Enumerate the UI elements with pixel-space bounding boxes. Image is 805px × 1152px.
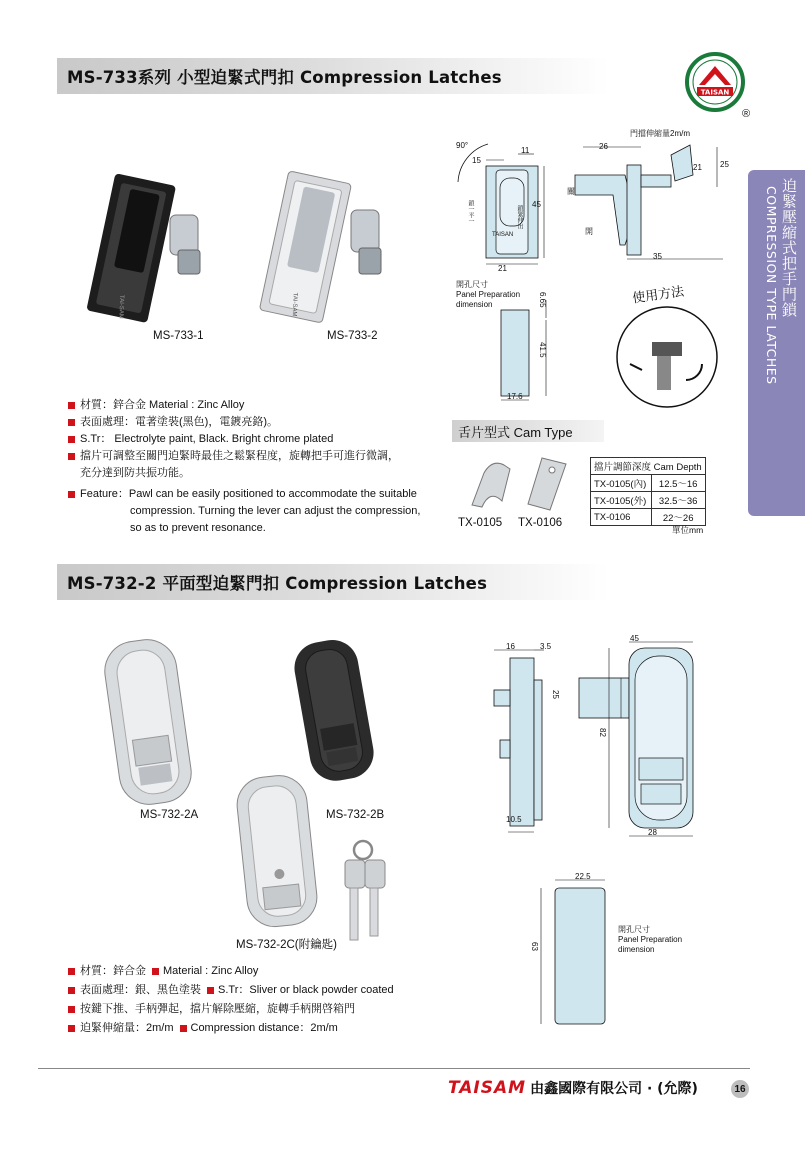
- spec-line: 擋片可調整至關門迫緊時最佳之鬆緊程度，旋轉把手可進行微調，: [68, 448, 420, 465]
- dimension-label: 21: [498, 264, 507, 273]
- dimension-label: 21: [693, 163, 702, 172]
- bullet-icon: [68, 453, 75, 460]
- drawing-note: 開: [585, 227, 593, 236]
- dimension-label: 45: [532, 200, 541, 209]
- bullet-icon: [68, 1025, 75, 1032]
- spec-line: 充分達到防共振功能。: [80, 467, 190, 479]
- spec-line: Feature：Pawl can be easily positioned to accommodate the suitable: [68, 486, 420, 503]
- dimension-label: 25: [720, 160, 729, 169]
- panel-prep-label: 開孔尺寸 Panel Preparation dimension: [618, 925, 683, 954]
- taisan-logo: [685, 52, 745, 112]
- dimension-label: 28: [648, 828, 657, 837]
- spec-line: S.Tr： Electrolyte paint, Black. Bright chrome plated: [68, 431, 420, 448]
- dimension-label: 6.65: [538, 292, 547, 308]
- ms-733-2-photo: [245, 170, 395, 335]
- cam-type-heading: 舌片型式 Cam Type: [452, 420, 604, 442]
- dimension-label: 10.5: [506, 815, 522, 824]
- table-row: TX-0106 22～26: [591, 509, 706, 526]
- cam-caption: TX-0105: [458, 517, 503, 529]
- cam-caption: TX-0106: [518, 517, 563, 529]
- product-caption: MS-732-2B: [326, 809, 385, 821]
- dimension-label: 25: [551, 690, 560, 699]
- ms-732-front-drawing: [575, 634, 705, 849]
- side-tab-zh: 迫緊壓縮式把手門鎖: [780, 178, 798, 318]
- footer: [448, 1078, 698, 1098]
- dimension-label: 15: [472, 156, 481, 165]
- ms-733-1-photo: [70, 170, 210, 335]
- bullet-icon: [68, 1006, 75, 1013]
- side-tab-en: COMPRESSION TYPE LATCHES: [764, 186, 779, 385]
- panel-cutout-drawing-2: [525, 870, 615, 1035]
- svg-text:TAI-SAM: TAI-SAM: [290, 292, 298, 317]
- tx-0106-photo: [520, 452, 575, 519]
- dimension-label: 16: [506, 642, 515, 651]
- spec-line: 材質：鋅合金 Material : Zinc Alloy: [68, 962, 394, 981]
- dimension-label: 3.5: [540, 642, 552, 651]
- usage-illustration: [612, 302, 722, 417]
- bullet-icon: [207, 987, 214, 994]
- product-caption: MS-733-2: [327, 330, 378, 342]
- section-title-text: MS-732-2 平面型迫緊門扣 Compression Latches: [67, 574, 488, 593]
- bullet-icon: [68, 402, 75, 409]
- registered-mark: ®: [742, 108, 751, 120]
- ms-732-side-drawing: [480, 640, 590, 845]
- compression-note: 門擋伸縮量2m/m: [630, 129, 690, 138]
- dimension-label: 11: [521, 146, 530, 155]
- footer-divider: [38, 1068, 750, 1069]
- dimension-label: 35: [653, 252, 662, 261]
- footer-company: 由鑫國際有限公司 · (允際): [530, 1081, 698, 1097]
- bullet-icon: [180, 1025, 187, 1032]
- bullet-icon: [68, 987, 75, 994]
- product-caption: MS-732-2C(附鑰匙): [236, 939, 337, 951]
- product-caption: MS-732-2A: [140, 809, 199, 821]
- bullet-icon: [68, 436, 75, 443]
- angle-label: 90°: [456, 141, 469, 150]
- bullet-icon: [68, 419, 75, 426]
- table-header: 擋片調節深度 Cam Depth: [591, 458, 706, 475]
- section-title-text: MS-733系列 小型迫緊式門扣 Compression Latches: [67, 68, 502, 87]
- dimension-label: 17.6: [507, 392, 523, 401]
- ms-732-2b-photo: [286, 634, 386, 791]
- bullet-icon: [152, 968, 159, 975]
- side-category-tab: [748, 170, 805, 516]
- ms-733-side-drawing: [565, 135, 735, 270]
- ms-732-2c-photo: [228, 770, 328, 937]
- dimension-label: 45: [630, 634, 639, 643]
- tx-0105-photo: [462, 455, 517, 520]
- page-number: 16: [731, 1080, 749, 1098]
- dimension-label: 41.5: [538, 342, 547, 358]
- table-row: TX-0105(內) 12.5～16: [591, 475, 706, 492]
- ms-732-2a-photo: [98, 632, 198, 817]
- svg-text:TAI-SAM: TAI-SAM: [117, 294, 125, 319]
- drawing-note: 鎖緊伸出: [516, 205, 522, 229]
- section-title-ms733: [57, 58, 609, 94]
- keys-photo: [335, 838, 395, 953]
- svg-text:TAISAN: TAISAN: [700, 88, 730, 97]
- spec-line: 表面處理：電著塗裝(黑色)，電鍍亮鉻)。: [68, 414, 420, 431]
- product-caption: MS-733-1: [153, 330, 204, 342]
- spec-list-ms732: [68, 962, 394, 1038]
- dimension-label: 82: [598, 728, 607, 737]
- spec-line: 材質：鋅合金 Material : Zinc Alloy: [68, 397, 420, 414]
- table-row: TX-0105(外) 32.5～36: [591, 492, 706, 509]
- brand-mark: TAISAN: [492, 232, 514, 238]
- unit-label: 單位mm: [672, 525, 704, 535]
- panel-prep-label: 開孔尺寸 Panel Preparation dimension: [456, 280, 521, 309]
- section-title-ms732: [57, 564, 609, 600]
- footer-brand: TAISAM: [448, 1078, 527, 1098]
- spec-line: 按鍵下推、手柄彈起，擋片解除壓縮，旋轉手柄開啓箱門: [68, 1000, 394, 1019]
- usage-heading: 使用方法: [631, 283, 685, 306]
- spec-line: 表面處理：銀、黑色塗裝 S.Tr：Sliver or black powder coated: [68, 981, 394, 1000]
- drawing-note: 鎖一平一: [467, 200, 473, 224]
- bullet-icon: [68, 968, 75, 975]
- cam-depth-table: [590, 457, 706, 526]
- spec-line: 迫緊伸縮量：2m/m Compression distance：2m/m: [68, 1019, 394, 1038]
- spec-line: so as to prevent resonance.: [130, 522, 266, 534]
- drawing-note: 關: [567, 187, 575, 196]
- dimension-label: 63: [530, 942, 539, 951]
- spec-list-ms733: [68, 397, 420, 537]
- spec-line: compression. Turning the lever can adjust the compression,: [130, 505, 421, 517]
- dimension-label: 22.5: [575, 872, 591, 881]
- bullet-icon: [68, 491, 75, 498]
- dimension-label: 26: [599, 142, 608, 151]
